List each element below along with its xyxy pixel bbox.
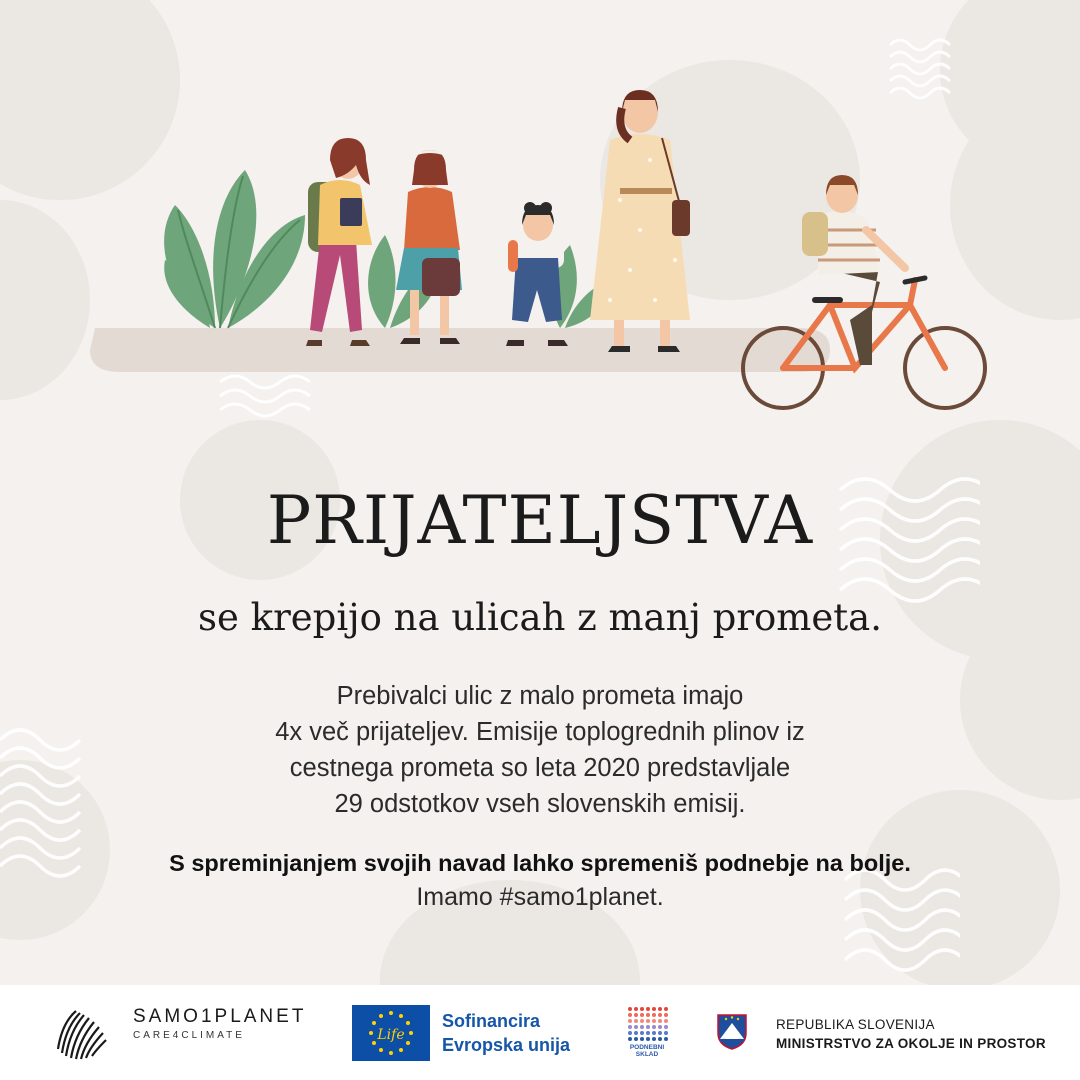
girl-with-books [306,138,372,346]
call-to-action [0,846,1080,914]
slovenia-coat-of-arms-icon [716,1013,748,1051]
cta-hashtag: Imamo #samo1planet. [416,883,664,911]
eu-cofinanced-text [442,1009,570,1057]
ps-line2: SKLAD [635,1051,659,1058]
plant-left [164,170,305,328]
eu-line2: Evropska unija [442,1035,571,1055]
body-line: Prebivalci ulic z malo prometa imajo [336,682,744,710]
subheadline: se krepijo na ulicah z manj prometa. [198,596,882,639]
body-line: 4x več prijateljev. Emisije toplogrednih plinov iz [275,718,805,746]
ministry-line2: MINISTRSTVO ZA OKOLJE IN PROSTOR [776,1036,1046,1051]
cta-bold-text: S spreminjanjem svojih navad lahko spremeniš podnebje na bolje. [169,850,911,876]
eu-life-flag [352,1005,430,1061]
sidewalk [90,328,830,372]
body-line: cestnega prometa so leta 2020 predstavljale [289,754,791,782]
podnebni-sklad-label [616,1044,678,1058]
samo1planet-name: SAMO1PLANET [133,1006,307,1027]
samo1planet-logo-icon [52,1003,112,1063]
eu-line1: Sofinancira [442,1011,541,1031]
people-walking-illustration [0,0,1080,440]
woman-in-dress [590,90,690,352]
ministry-text [776,1015,1046,1053]
life-logo-text: Life [377,1027,405,1043]
ministry-line1: REPUBLIKA SLOVENIJA [776,1017,935,1032]
body-paragraph [140,678,940,822]
cyclist [743,175,985,408]
eu-stars-icon [352,1005,430,1061]
samo1planet-wordmark [133,1005,306,1043]
samo1planet-subtitle: CARE4CLIMATE [133,1030,245,1041]
footer-logos [0,985,1080,1080]
ps-line1: PODNEBNI [629,1044,665,1051]
body-line: 29 odstotkov vseh slovenskih emisij. [334,790,746,818]
headline: PRIJATELJSTVA [266,482,814,559]
